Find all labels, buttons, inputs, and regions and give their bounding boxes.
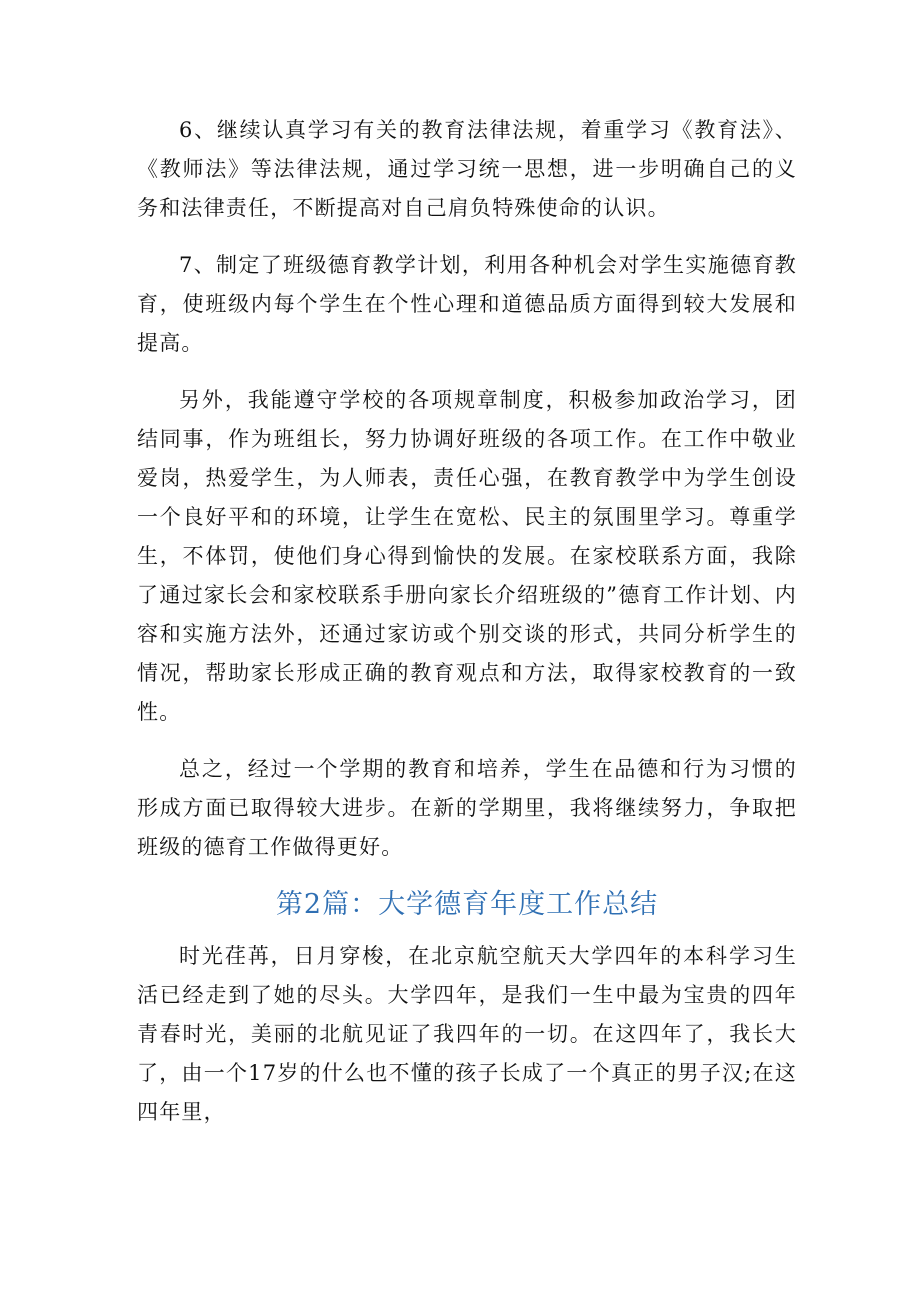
paragraph-intro: 时光荏苒，日月穿梭，在北京航空航天大学四年的本科学习生活已经走到了她的尽头。大学四年，是我们一生中最为宝贵的四年青春时光，美丽的北航见证了我四年的一切。在这四年了，我长大了，由一个17岁的什么也不懂的孩子长成了一个真正的男子汉;在这四年里，	[137, 944, 797, 1124]
section-heading: 第2篇：大学德育年度工作总结	[275, 889, 659, 920]
document-body	[137, 111, 797, 1150]
paragraph-item-6: 6、继续认真学习有关的教育法律法规，着重学习《教育法》、《教师法》等法律法规，通过学习统一思想，进一步明确自己的义务和法律责任，不断提高对自己肩负特殊使命的认识。	[137, 118, 797, 220]
paragraph-conclusion: 总之，经过一个学期的教育和培养，学生在品德和行为习惯的形成方面已取得较大进步。在新的学期里，我将继续努力，争取把班级的德育工作做得更好。	[137, 757, 797, 859]
paragraph-additional: 另外，我能遵守学校的各项规章制度，积极参加政治学习，团结同事，作为班组长，努力协调好班级的各项工作。在工作中敬业爱岗，热爱学生，为人师表，责任心强，在教育教学中为学生创设一个良好平和的环境，让学生在宽松、民主的氛围里学习。尊重学生，不体罚，使他们身心得到愉快的发展。在家校联系方面，我除了通过家长会和家校联系手册向家长介绍班级的”德育工作计划、内容和实施方法外，还通过家访或个别交谈的形式，共同分析学生的情况，帮助家长形成正确的教育观点和方法，取得家校教育的一致性。	[137, 388, 797, 724]
paragraph-item-7: 7、制定了班级德育教学计划，利用各种机会对学生实施德育教育，使班级内每个学生在个性心理和道德品质方面得到较大发展和提高。	[137, 253, 797, 355]
